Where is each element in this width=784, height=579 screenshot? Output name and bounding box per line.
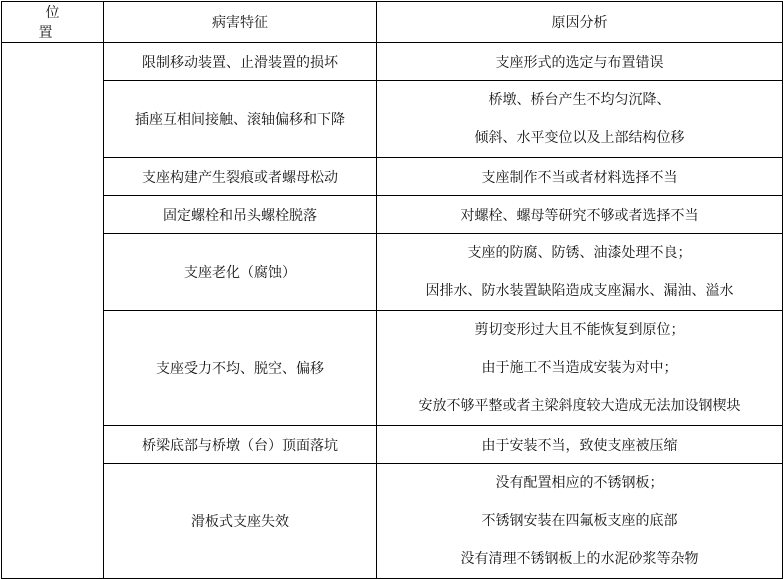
cause-line: 没有配置相应的不锈钢板； [495, 475, 664, 491]
symptom-cell: 滑板式支座失效 [104, 464, 377, 579]
table-row [2, 464, 783, 579]
cause-line: 倾斜、水平变位以及上部结构位移 [474, 130, 685, 146]
cause-line: 由于安装不当，致使支座被压缩 [481, 437, 678, 454]
header-cause: 原因分析 [377, 2, 783, 43]
symptom-cell: 固定螺栓和吊头螺栓脱落 [104, 196, 377, 234]
header-row [2, 2, 783, 43]
table-row [2, 234, 783, 311]
cause-line: 因排水、防水装置缺陷造成支座漏水、漏油、溢水 [425, 283, 734, 299]
table-row [2, 81, 783, 158]
cause-cell [377, 311, 783, 426]
cause-line: 剪切变形过大且不能恢复到原位； [474, 322, 685, 338]
cause-line: 桥墩、桥台产生不均匀沉降、 [488, 92, 671, 108]
position-cell [2, 43, 104, 579]
cause-cell [377, 464, 783, 579]
cause-cell [377, 196, 783, 234]
cause-line: 支座制作不当或者材料选择不当 [481, 169, 678, 186]
table-row [2, 43, 783, 81]
table-row [2, 426, 783, 464]
cause-line: 支座形式的选定与布置错误 [495, 54, 664, 71]
cause-line: 安放不够平整或者主梁斜度较大造成无法加设钢楔块 [418, 398, 741, 414]
cause-line: 不锈钢安装在四氟板支座的底部 [481, 513, 678, 529]
cause-cell [377, 426, 783, 464]
disease-table [1, 1, 783, 579]
cause-line: 对螺栓、螺母等研究不够或者选择不当 [460, 207, 699, 224]
table-row [2, 196, 783, 234]
symptom-cell: 支座受力不均、脱空、偏移 [104, 311, 377, 426]
header-symptom: 病害特征 [104, 2, 377, 43]
cause-cell [377, 234, 783, 311]
table-row [2, 311, 783, 426]
symptom-cell: 桥梁底部与桥墩（台）顶面落坑 [104, 426, 377, 464]
cause-cell [377, 43, 783, 81]
symptom-cell: 支座老化（腐蚀） [104, 234, 377, 311]
symptom-cell: 支座构建产生裂痕或者螺母松动 [104, 158, 377, 196]
symptom-cell: 插座互相间接触、滚轴偏移和下降 [104, 81, 377, 158]
cause-line: 没有清理不锈钢板上的水泥砂浆等杂物 [460, 551, 699, 567]
symptom-cell: 限制移动装置、止滑装置的损坏 [104, 43, 377, 81]
cause-line: 支座的防腐、防锈、油漆处理不良； [467, 245, 692, 261]
cause-cell [377, 158, 783, 196]
cause-line: 由于施工不当造成安装为对中； [481, 360, 678, 376]
cause-cell [377, 81, 783, 158]
header-position: 位 置 [2, 2, 104, 43]
table-row [2, 158, 783, 196]
